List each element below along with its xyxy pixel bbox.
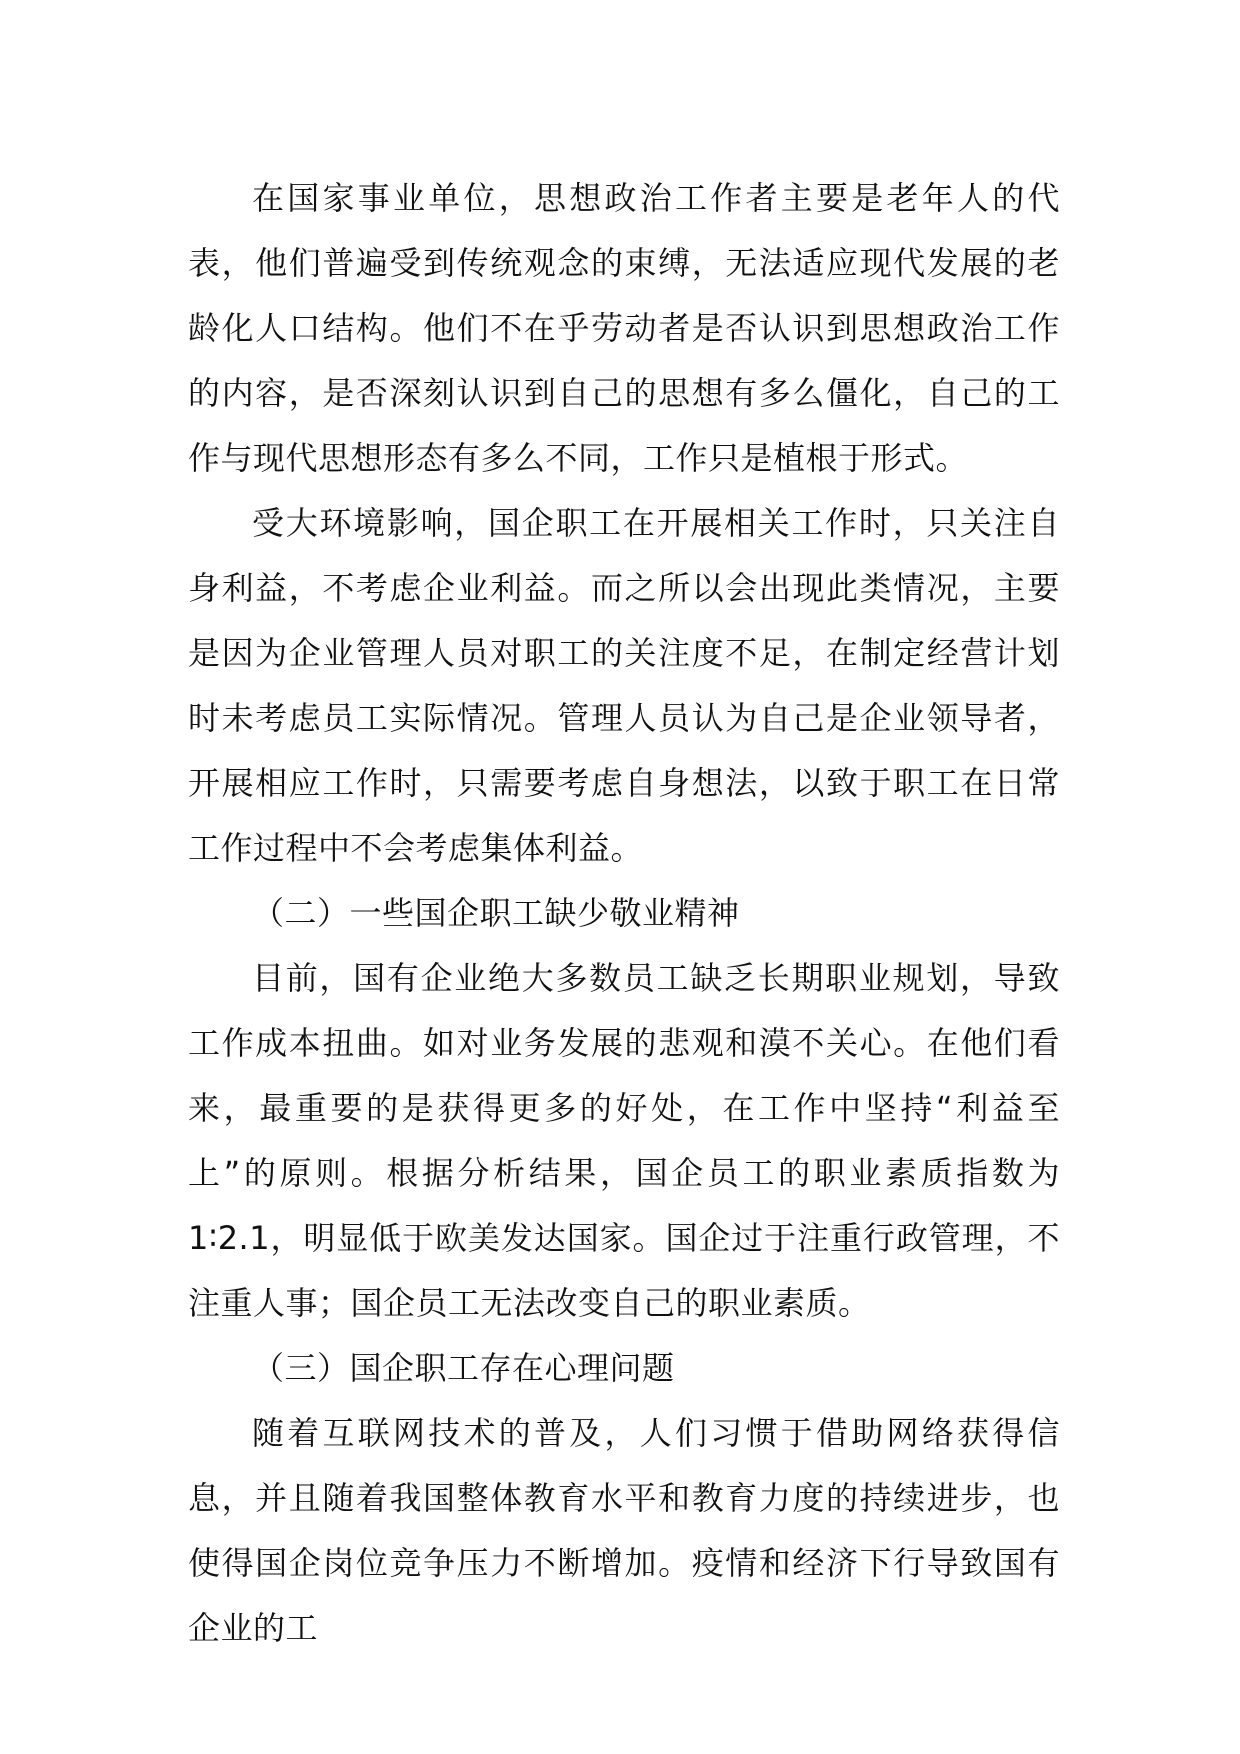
document-body: [188, 166, 1060, 1661]
paragraph-career-planning: 目前，国有企业绝大多数员工缺乏长期职业规划，导致工作成本扭曲。如对业务发展的悲观和漠不关心。在他们看来，最重要的是获得更多的好处，在工作中坚持“利益至上”的原则。根据分析结果，国企员工的职业素质指数为 1∶2.1，明显低于欧美发达国家。国企过于注重行政管理，不注重人事；国企员工无法改变自己的职业素质。: [188, 959, 1060, 1322]
section-heading-dedication: （二）一些国企职工缺少敬业精神: [252, 894, 740, 932]
paragraph-internet-competition: 随着互联网技术的普及，人们习惯于借助网络获得信息，并且随着我国整体教育水平和教育力度的持续进步，也使得国企岗位竞争压力不断增加。疫情和经济下行导致国有企业的工: [188, 1414, 1060, 1647]
paragraph-environment-influence: 受大环境影响，国企职工在开展相关工作时，只关注自身利益，不考虑企业利益。而之所以会出现此类情况，主要是因为企业管理人员对职工的关注度不足，在制定经营计划时未考虑员工实际情况。管理人员认为自己是企业领导者，开展相应工作时，只需要考虑自身想法，以致于职工在日常工作过程中不会考虑集体利益。: [188, 504, 1060, 867]
paragraph-public-institutions: 在国家事业单位，思想政治工作者主要是老年人的代表，他们普遍受到传统观念的束缚，无法适应现代发展的老龄化人口结构。他们不在乎劳动者是否认识到思想政治工作的内容，是否深刻认识到自己的思想有多么僵化，自己的工作与现代思想形态有多么不同，工作只是植根于形式。: [188, 179, 1060, 477]
section-heading-psychology: （三）国企职工存在心理问题: [252, 1349, 675, 1387]
